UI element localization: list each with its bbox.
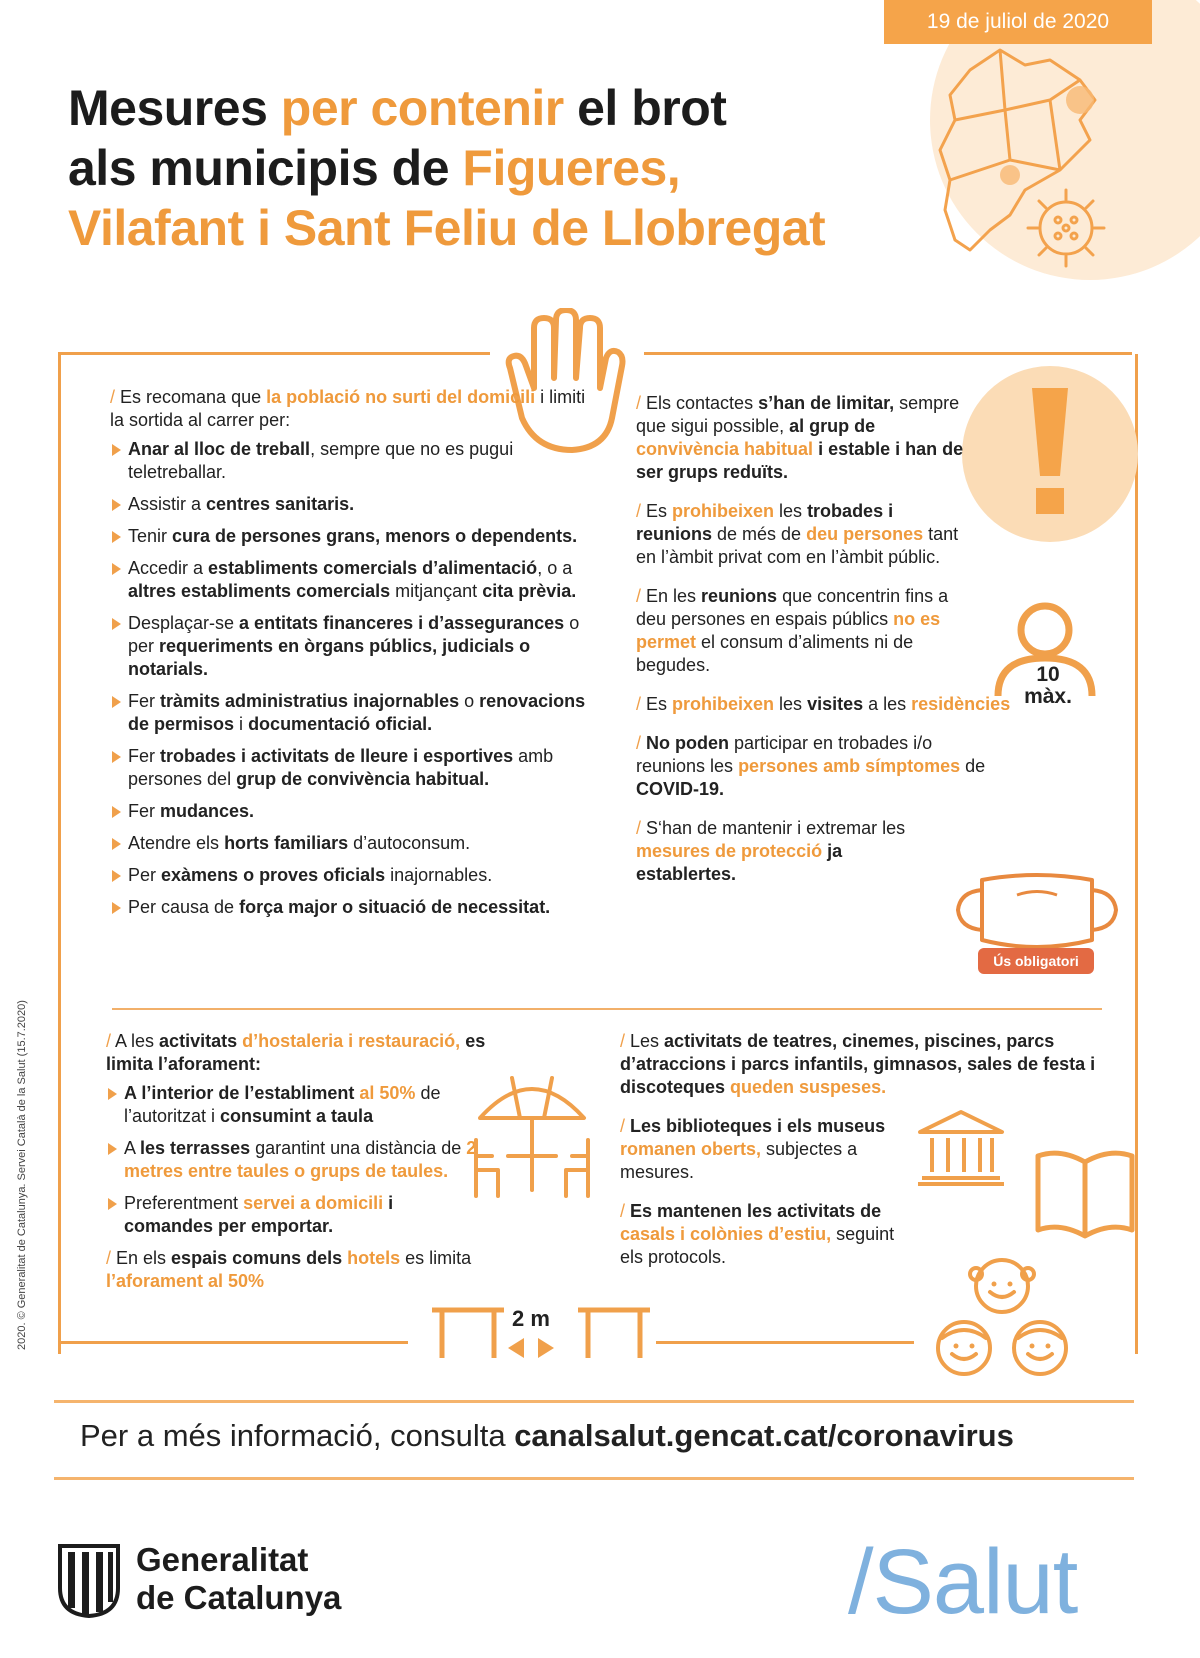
list-item: Fer mudances. (110, 800, 600, 823)
divider (54, 1477, 1134, 1480)
hospitality-intro: / A les activitats d’hostaleria i restauració, es limita l’aforament: (106, 1031, 486, 1074)
list-item: Desplaçar-se a entitats financeres i d’assegurances o per requeriments en òrgans públics, judicials o notarials. (110, 612, 600, 681)
summer-camps: / Es mantenen les activitats de casals i colònies d’estiu, seguint els protocols. (620, 1201, 895, 1267)
title-part: el brot (563, 80, 727, 136)
terrace-umbrella-icon (472, 1070, 592, 1210)
text: Es recomana que (120, 387, 267, 407)
title-highlight: Figueres, (462, 140, 681, 196)
restriction-protection: / S‘han de mantenir i extremar les mesures de protecció ja establertes. (636, 818, 906, 884)
list-item: Fer tràmits administratius inajornables o renovacions de permisos i documentació oficial. (110, 690, 600, 736)
reasons-list (110, 438, 600, 919)
highlight: la població no surti del domicili (266, 387, 536, 407)
face-mask-icon (952, 870, 1122, 950)
restriction-visits: / Es prohibeixen les visites a les residències (636, 694, 1011, 714)
mandatory-badge: Ús obligatori (978, 948, 1094, 974)
frame-line (656, 1341, 914, 1344)
list-item: Atendre els horts familiars d’autoconsum. (110, 832, 600, 855)
restriction-contacts: / Els contactes s’han de limitar, sempre que sigui possible, al grup de convivència habitual i estable i han de ser grups reduïts. (636, 393, 964, 482)
frame-line (58, 1341, 408, 1344)
text: i limiti la sortida al carrer per: (110, 387, 586, 430)
title-part: als municipis de (68, 140, 463, 196)
table-icon (574, 1302, 654, 1362)
restrictions-column (636, 392, 1011, 902)
list-item: Preferentment servei a domicili i comandes per emportar. (106, 1192, 486, 1238)
salut-logo: /Salut (848, 1531, 1078, 1633)
list-item: Accedir a establiments comercials d’alimentació, o a altres establiments comercials mitjançant cita prèvia. (110, 557, 600, 603)
list-item: Per causa de força major o situació de necessitat. (110, 896, 600, 919)
copyright-credit: 2020. © Generalitat de Catalunya. Servei Català de la Salut (15.7.2020) (16, 1000, 28, 1350)
title-highlight: Vilafant i Sant Feliu de Llobregat (68, 200, 826, 256)
recommendations-column (110, 386, 600, 928)
title-highlight: per contenir (280, 80, 564, 136)
list-item: A l’interior de l’establiment al 50% de l’autoritzat i consumint a taula (106, 1082, 486, 1128)
open-book-icon (1030, 1146, 1140, 1246)
libraries-museums: / Les biblioteques i els museus romanen oberts, subjectes a mesures. (620, 1116, 886, 1182)
list-item: A les terrasses garantint una distància de 2 metres entre taules o grups de taules. (106, 1137, 486, 1183)
hospitality-section (106, 1030, 486, 1293)
suspended-activities: / Les activitats de teatres, cinemes, piscines, parcs d’atraccions i parcs infantils, gimnasos, sales de festa i discoteques queden suspeses. (620, 1031, 1096, 1097)
restriction-symptoms: / No poden participar en trobades i/o reunions les persones amb símptomes de COVID-19. (636, 733, 986, 799)
children-faces-icon (928, 1252, 1078, 1392)
page-title (68, 78, 968, 258)
distance-label: 2 m (512, 1306, 550, 1331)
list-item: Anar al lloc de treball, sempre que no es pugui teletreballar. (110, 438, 600, 484)
restriction-meetings: / Es prohibeixen les trobades i reunions de més de deu persones tant en l’àmbit privat com en l’àmbit públic. (636, 501, 959, 567)
more-info-line (80, 1418, 1140, 1454)
recommendation-intro (110, 386, 600, 432)
hospitality-list (106, 1082, 486, 1238)
list-item: Per exàmens o proves oficials inajornables. (110, 864, 600, 887)
table-icon (428, 1302, 508, 1362)
list-item: Tenir cura de persones grans, menors o dependents. (110, 525, 600, 548)
list-item: Assistir a centres sanitaris. (110, 493, 600, 516)
museum-icon (916, 1108, 1006, 1188)
generalitat-logo-text: Generalitat de Catalunya (136, 1541, 342, 1616)
slash-mark: / (110, 387, 121, 407)
date-badge: 19 de juliol de 2020 (884, 0, 1152, 44)
list-item: Fer trobades i activitats de lleure i esportives amb persones del grup de convivència habitual. (110, 745, 600, 791)
exclamation-icon (1022, 380, 1078, 520)
section-divider (112, 1008, 1102, 1010)
divider (54, 1400, 1134, 1403)
title-part: Mesures (68, 80, 281, 136)
restriction-food: / En les reunions que concentrin fins a deu persones en espais públics no es permet el consum d’aliments ni de begudes. (636, 586, 949, 675)
generalitat-shield-icon (56, 1542, 122, 1618)
max-people-label: 10 màx. (1024, 663, 1072, 708)
distance-arrows-icon (504, 1336, 558, 1360)
virus-icon (1024, 186, 1108, 270)
info-text: Per a més informació, consulta (80, 1418, 515, 1453)
hotels-note: / En els espais comuns dels hotels es limita l’aforament al 50% (106, 1248, 472, 1291)
info-url-link[interactable]: canalsalut.gencat.cat/coronavirus (514, 1418, 1014, 1453)
